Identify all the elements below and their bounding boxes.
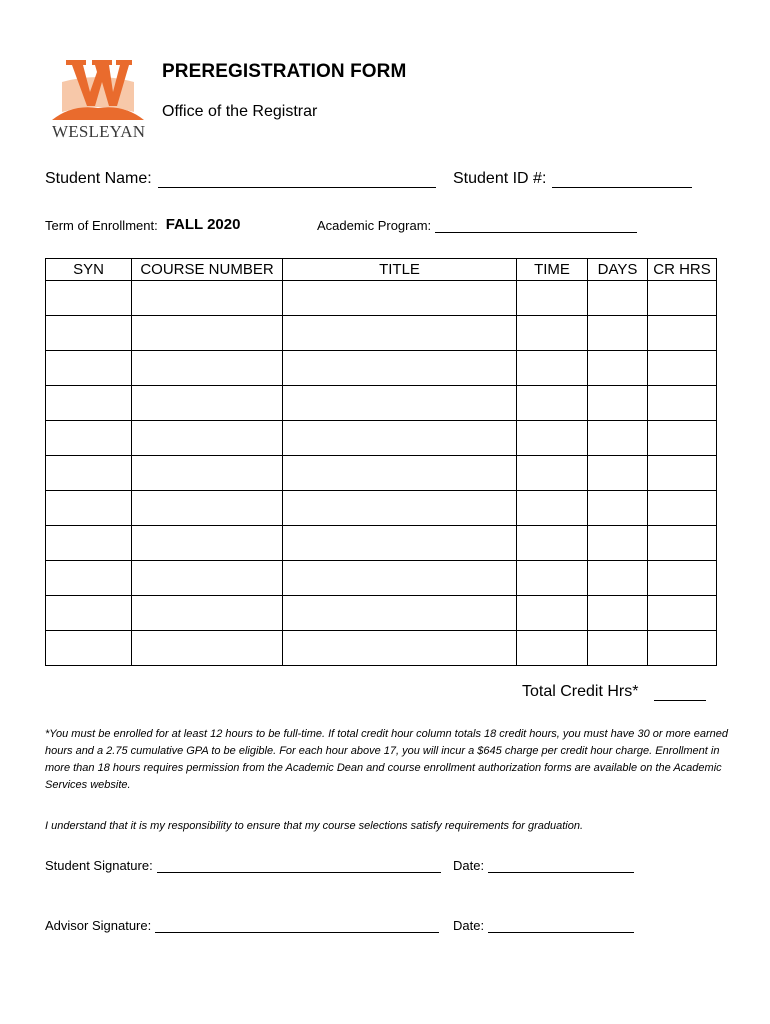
course-table — [45, 258, 717, 666]
table-row — [46, 596, 717, 631]
student-name-input-line[interactable] — [158, 174, 436, 188]
total-credit-input-line[interactable] — [654, 687, 706, 701]
table-cell[interactable] — [132, 596, 283, 631]
student-name-label: Student Name: — [45, 170, 152, 187]
table-row — [46, 316, 717, 351]
table-cell[interactable] — [648, 316, 717, 351]
term-field — [45, 216, 240, 233]
advisor-signature-input-line[interactable] — [155, 922, 439, 933]
table-cell[interactable] — [132, 561, 283, 596]
table-row — [46, 421, 717, 456]
table-cell[interactable] — [46, 631, 132, 666]
table-cell[interactable] — [46, 421, 132, 456]
table-cell[interactable] — [648, 281, 717, 316]
table-cell[interactable] — [46, 596, 132, 631]
table-cell[interactable] — [588, 491, 648, 526]
table-row — [46, 386, 717, 421]
table-cell[interactable] — [588, 526, 648, 561]
table-cell[interactable] — [588, 386, 648, 421]
table-row — [46, 491, 717, 526]
student-name-field — [45, 170, 436, 188]
student-date-label: Date: — [453, 858, 485, 873]
table-cell[interactable] — [283, 491, 517, 526]
table-cell[interactable] — [283, 526, 517, 561]
table-cell[interactable] — [283, 421, 517, 456]
advisor-signature-label: Advisor Signature: — [45, 918, 152, 933]
table-cell[interactable] — [517, 456, 588, 491]
table-cell[interactable] — [648, 561, 717, 596]
table-row — [46, 281, 717, 316]
table-header-row — [46, 259, 717, 281]
table-cell[interactable] — [46, 316, 132, 351]
table-cell[interactable] — [648, 491, 717, 526]
table-cell[interactable] — [132, 386, 283, 421]
table-cell[interactable] — [283, 631, 517, 666]
table-cell[interactable] — [283, 596, 517, 631]
advisor-date-label: Date: — [453, 918, 485, 933]
table-cell[interactable] — [588, 351, 648, 386]
table-cell[interactable] — [588, 456, 648, 491]
student-date-input-line[interactable] — [488, 862, 634, 873]
table-cell[interactable] — [132, 281, 283, 316]
student-signature-label: Student Signature: — [45, 858, 153, 873]
form-title: PREREGISTRATION FORM — [162, 61, 407, 82]
table-cell[interactable] — [588, 596, 648, 631]
col-syn: SYN — [46, 259, 132, 281]
enrollment-note: *You must be enrolled for at least 12 hours to be full-time. If total credit hour column totals 18 credit hours, you must have 30 or more earned hours and a 2.75 cumulative GPA to be eligible. For each hour above 17, you will incur a $645 charge per credit hour charge. Enrollment in more than 18 hours requires permission from the Academic Dean and course enrollment authorization forms are available on the Academic Services website. — [45, 728, 728, 791]
table-cell[interactable] — [517, 281, 588, 316]
table-cell[interactable] — [588, 316, 648, 351]
table-cell[interactable] — [283, 561, 517, 596]
term-value: FALL 2020 — [165, 216, 241, 233]
table-cell[interactable] — [46, 456, 132, 491]
col-time: TIME — [517, 259, 588, 281]
table-cell[interactable] — [517, 351, 588, 386]
advisor-signature-field — [45, 918, 439, 933]
logo-wordmark: WESLEYAN — [52, 122, 146, 141]
col-course-number: COURSE NUMBER — [132, 259, 283, 281]
table-cell[interactable] — [132, 631, 283, 666]
table-cell[interactable] — [648, 351, 717, 386]
responsibility-note: I understand that it is my responsibility to ensure that my course selections satisfy requirements for graduation. — [45, 820, 584, 832]
col-days: DAYS — [588, 259, 648, 281]
term-label: Term of Enrollment: — [45, 218, 158, 233]
table-cell[interactable] — [517, 526, 588, 561]
student-date-field — [453, 858, 634, 873]
student-signature-input-line[interactable] — [157, 862, 441, 873]
col-title: TITLE — [283, 259, 517, 281]
table-cell[interactable] — [648, 386, 717, 421]
table-cell[interactable] — [648, 456, 717, 491]
student-id-label: Student ID #: — [453, 170, 547, 187]
table-cell[interactable] — [132, 351, 283, 386]
col-cr-hrs: CR HRS — [648, 259, 717, 281]
table-cell[interactable] — [588, 631, 648, 666]
table-cell[interactable] — [132, 526, 283, 561]
table-cell[interactable] — [517, 596, 588, 631]
student-signature-field — [45, 858, 441, 873]
table-cell[interactable] — [283, 456, 517, 491]
table-row — [46, 526, 717, 561]
table-cell[interactable] — [46, 351, 132, 386]
table-cell[interactable] — [648, 596, 717, 631]
table-cell[interactable] — [283, 386, 517, 421]
total-credit-label: Total Credit Hrs* — [522, 683, 639, 700]
course-table-body — [46, 281, 717, 666]
office-subtitle: Office of the Registrar — [162, 103, 318, 120]
student-id-field — [453, 170, 692, 188]
program-input-line[interactable] — [435, 222, 637, 233]
table-cell[interactable] — [132, 421, 283, 456]
table-cell[interactable] — [517, 386, 588, 421]
table-cell[interactable] — [46, 386, 132, 421]
advisor-date-input-line[interactable] — [488, 922, 634, 933]
table-cell[interactable] — [648, 526, 717, 561]
table-cell[interactable] — [283, 281, 517, 316]
table-cell[interactable] — [132, 456, 283, 491]
table-cell[interactable] — [46, 491, 132, 526]
table-cell[interactable] — [588, 281, 648, 316]
table-cell[interactable] — [283, 351, 517, 386]
table-cell[interactable] — [517, 631, 588, 666]
table-row — [46, 351, 717, 386]
program-label: Academic Program: — [317, 218, 432, 233]
table-cell[interactable] — [283, 316, 517, 351]
table-cell[interactable] — [132, 316, 283, 351]
table-cell[interactable] — [588, 421, 648, 456]
table-cell[interactable] — [588, 561, 648, 596]
table-row — [46, 561, 717, 596]
table-cell[interactable] — [132, 491, 283, 526]
table-cell[interactable] — [648, 421, 717, 456]
table-cell[interactable] — [46, 561, 132, 596]
table-row — [46, 631, 717, 666]
table-cell[interactable] — [517, 491, 588, 526]
table-cell[interactable] — [517, 561, 588, 596]
table-row — [46, 456, 717, 491]
table-cell[interactable] — [517, 421, 588, 456]
table-cell[interactable] — [46, 281, 132, 316]
table-cell[interactable] — [517, 316, 588, 351]
total-credit-field — [522, 683, 706, 701]
table-cell[interactable] — [648, 631, 717, 666]
table-cell[interactable] — [46, 526, 132, 561]
program-field — [317, 218, 637, 233]
advisor-date-field — [453, 918, 634, 933]
student-id-input-line[interactable] — [552, 174, 692, 188]
